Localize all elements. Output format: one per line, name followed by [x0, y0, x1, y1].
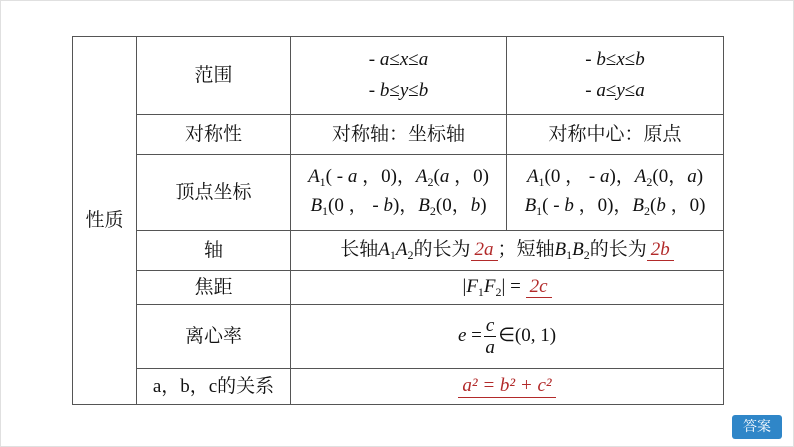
axes-content: 长轴$A_1A_2$的长为 2a ；短轴$B_1B_2$的长为 2b	[291, 231, 724, 271]
group-label: 性质	[73, 37, 137, 405]
answer-focal: 2c	[529, 275, 548, 297]
table-row	[73, 231, 724, 271]
row-label-relation: a，b，c的关系	[137, 369, 291, 405]
relation-content	[291, 369, 724, 405]
vertices-horizontal	[291, 155, 507, 231]
vertices-v-b: $B_1$( - b ，0)，$B_2(b$ ，0)	[524, 195, 706, 219]
ellipse-properties-table	[72, 36, 724, 405]
table-row	[73, 271, 724, 305]
answer-long-axis: 2a	[474, 238, 494, 260]
row-label-focal: 焦距	[137, 271, 291, 305]
eccentricity-content: e = $\frac{c}{a}$ ∈(0, 1)	[291, 305, 724, 369]
row-label-axes: 轴	[137, 231, 291, 271]
symmetry-center: 对称中心：原点	[507, 115, 724, 155]
symmetry-axis: 对称轴：坐标轴	[291, 115, 507, 155]
eccentricity-fraction: $\frac{c}{a}$	[485, 315, 495, 358]
range-vertical	[507, 37, 724, 115]
focal-content: $|F_1F_2| = 2c$	[291, 271, 724, 305]
table-row	[73, 115, 724, 155]
table-row	[73, 37, 724, 115]
range-horizontal	[291, 37, 507, 115]
table-row	[73, 155, 724, 231]
answer-short-axis: 2b	[650, 238, 670, 260]
answer-relation: a² = b² + c²	[462, 375, 552, 397]
row-label-symmetry: 对称性	[137, 115, 291, 155]
vertices-h-a: $A_1$( - a ，0)，$A_2(a$ ，0)	[308, 165, 489, 189]
range-h-y: - b≤y≤b	[368, 79, 429, 101]
vertices-vertical	[507, 155, 724, 231]
range-v-x: - b≤x≤b	[585, 49, 645, 71]
vertices-v-a: $A_1(0$ ， - a)，$A_2(0$，a)	[526, 165, 704, 189]
row-label-eccentricity: 离心率	[137, 305, 291, 369]
vertices-h-b: $B_1(0$ ， - b)，$B_2(0$，b)	[310, 195, 487, 219]
range-h-x: - a≤x≤a	[368, 49, 429, 71]
row-label-vertices: 顶点坐标	[137, 155, 291, 231]
row-label-range: 范围	[137, 37, 291, 115]
answer-button[interactable]: 答案	[732, 415, 782, 439]
range-v-y: - a≤y≤a	[585, 79, 645, 101]
table-row	[73, 305, 724, 369]
table-row	[73, 369, 724, 405]
